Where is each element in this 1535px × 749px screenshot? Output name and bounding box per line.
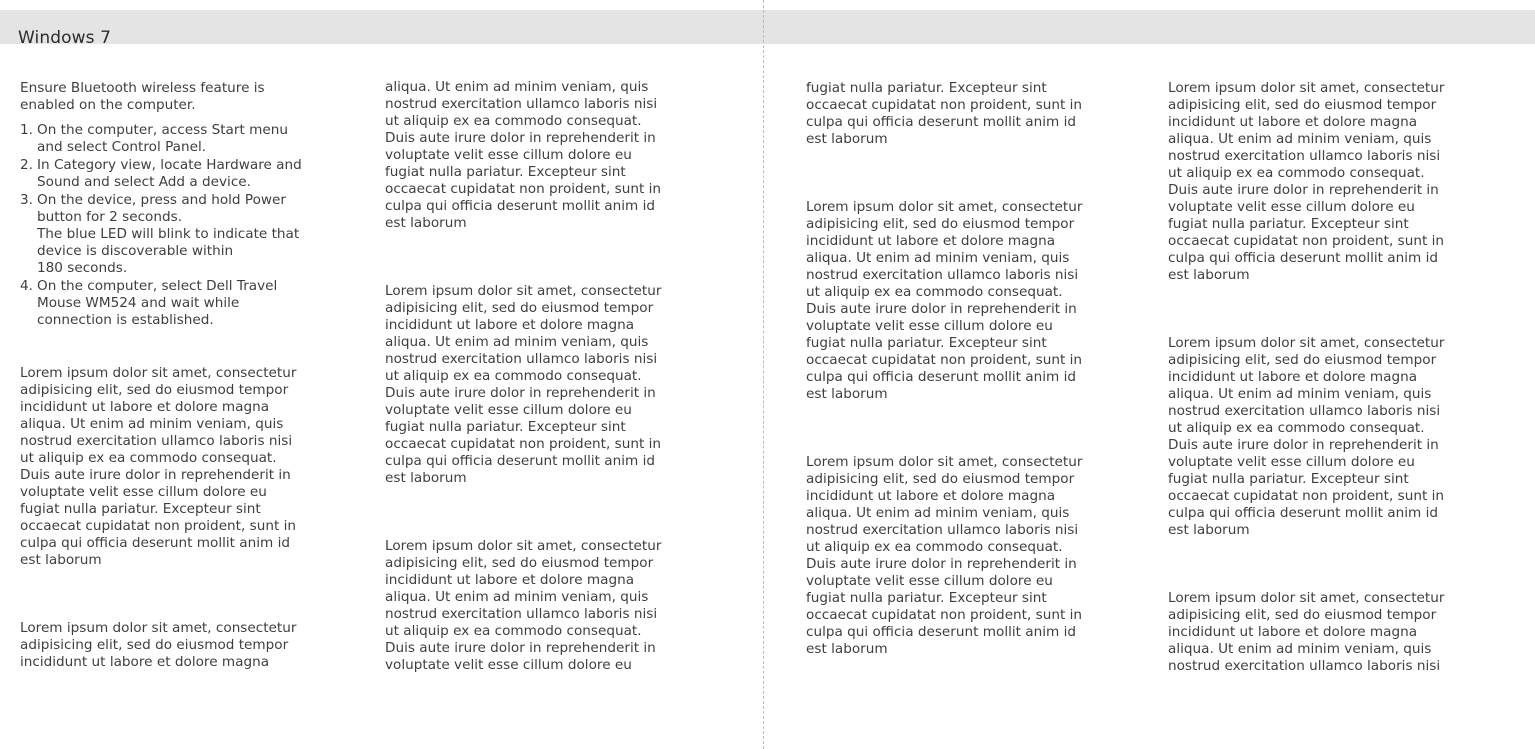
step-item — [20, 122, 360, 156]
body-paragraph: Lorem ipsum dolor sit amet, consectetur adipisicing elit, sed do eiusmod tempor incididunt ut labore et dolore magna aliqua. Ut enim ad minim veniam, quis nostrud exercitation ullamco laboris nisi ut aliquip ex ea commodo consequat. Duis aute irure dolor in reprehenderit in voluptate velit esse cillum dolore eu fugiat nulla pariatur. Excepteur sint occaecat cupidatat non proident, sunt in culpa qui officia deserunt mollit anim id est laborum — [806, 199, 1083, 402]
body-paragraph: Lorem ipsum dolor sit amet, consectetur adipisicing elit, sed do eiusmod tempor incididunt ut labore et dolore magna aliqua. Ut enim ad minim veniam, quis nostrud exercitation ullamco laboris nisi ut aliquip ex ea commodo consequat. Duis aute irure dolor in reprehenderit in voluptate velit esse cillum dolore eu fugiat nulla pariatur. Excepteur sint occaecat cupidatat non proident, sunt in culpa qui officia deserunt mollit anim id est laborum — [806, 454, 1083, 657]
text-column-3 — [806, 80, 1146, 658]
body-paragraph: Lorem ipsum dolor sit amet, consectetur adipisicing elit, sed do eiusmod tempor incididunt ut labore et dolore magna aliqua. Ut enim ad minim veniam, quis nostrud exercitation ullamco laboris nisi ut aliquip ex ea commodo consequat. Duis aute irure dolor in reprehenderit in voluptate velit esse cillum dolore eu fugiat nulla pariatur. Excepteur sint occaecat cupidatat non proident, sunt in culpa qui officia deserunt mollit anim id est laborum — [1168, 80, 1445, 283]
step-text: In Category view, locate Hardware and Sound and select Add a device. — [37, 157, 302, 190]
body-paragraph: Lorem ipsum dolor sit amet, consectetur adipisicing elit, sed do eiusmod tempor incididunt ut labore et dolore magna aliqua. Ut enim ad minim veniam, quis nostrud exercitation ullamco laboris nisi ut aliquip ex ea commodo consequat. Duis aute irure dolor in reprehenderit in voluptate velit esse cillum dolore eu fugiat nulla pariatur. Excepteur sint occaecat cupidatat non proident, sunt in culpa qui officia deserunt mollit anim id est laborum — [1168, 335, 1445, 538]
body-paragraph: Lorem ipsum dolor sit amet, consectetur adipisicing elit, sed do eiusmod tempor incididunt ut labore et dolore magna aliqua. Ut enim ad minim veniam, quis nostrud exercitation ullamco laboris nisi ut aliquip ex ea commodo consequat. Duis aute irure dolor in reprehenderit in voluptate velit esse cillum dolore eu — [385, 538, 662, 673]
body-paragraph: aliqua. Ut enim ad minim veniam, quis nostrud exercitation ullamco laboris nisi ut aliquip ex ea commodo consequat. Duis aute irure dolor in reprehenderit in voluptate velit esse cillum dolore eu fugiat nulla pariatur. Excepteur sint occaecat cupidatat non proident, sunt in culpa qui officia deserunt mollit anim id est laborum — [385, 79, 661, 231]
step-item — [20, 157, 360, 191]
step-item — [20, 192, 360, 277]
body-paragraph: Lorem ipsum dolor sit amet, consectetur adipisicing elit, sed do eiusmod tempor incididunt ut labore et dolore magna aliqua. Ut enim ad minim veniam, quis nostrud exercitation ullamco laboris nisi ut aliquip ex ea commodo consequat. Duis aute irure dolor in reprehenderit in voluptate velit esse cillum dolore eu fugiat nulla pariatur. Excepteur sint occaecat cupidatat non proident, sunt in culpa qui officia deserunt mollit anim id est laborum — [385, 283, 662, 486]
instruction-steps — [20, 122, 360, 329]
body-paragraph: Lorem ipsum dolor sit amet, consectetur adipisicing elit, sed do eiusmod tempor incididunt ut labore et dolore magna aliqua. Ut enim ad minim veniam, quis nostrud exercitation ullamco laboris nisi — [1168, 590, 1445, 674]
text-column-4 — [1168, 80, 1508, 675]
step-number: 2. — [20, 157, 33, 173]
page-fold-divider — [763, 0, 764, 749]
section-title: Windows 7 — [18, 28, 112, 48]
section-header-bar — [0, 10, 1535, 48]
step-item — [20, 278, 360, 329]
text-column-1 — [20, 80, 360, 671]
step-number: 1. — [20, 122, 33, 138]
step-text: On the device, press and hold Power button for 2 seconds. The blue LED will blink to indicate that device is discoverable within 180 seconds. — [37, 192, 300, 276]
step-text: On the computer, select Dell Travel Mouse WM524 and wait while connection is established. — [37, 278, 278, 328]
step-number: 4. — [20, 278, 33, 294]
intro-paragraph: Ensure Bluetooth wireless feature is enabled on the computer. — [20, 80, 265, 113]
step-text: On the computer, access Start menu and select Control Panel. — [37, 122, 288, 155]
step-number: 3. — [20, 192, 33, 208]
body-paragraph: fugiat nulla pariatur. Excepteur sint occaecat cupidatat non proident, sunt in culpa qui officia deserunt mollit anim id est laborum — [806, 80, 1082, 147]
body-paragraph: Lorem ipsum dolor sit amet, consectetur adipisicing elit, sed do eiusmod tempor incididunt ut labore et dolore magna aliqua. Ut enim ad minim veniam, quis nostrud exercitation ullamco laboris nisi ut aliquip ex ea commodo consequat. Duis aute irure dolor in reprehenderit in voluptate velit esse cillum dolore eu fugiat nulla pariatur. Excepteur sint occaecat cupidatat non proident, sunt in culpa qui officia deserunt mollit anim id est laborum — [20, 365, 297, 568]
body-paragraph: Lorem ipsum dolor sit amet, consectetur adipisicing elit, sed do eiusmod tempor incididunt ut labore et dolore magna — [20, 620, 297, 670]
text-column-2 — [385, 79, 725, 674]
